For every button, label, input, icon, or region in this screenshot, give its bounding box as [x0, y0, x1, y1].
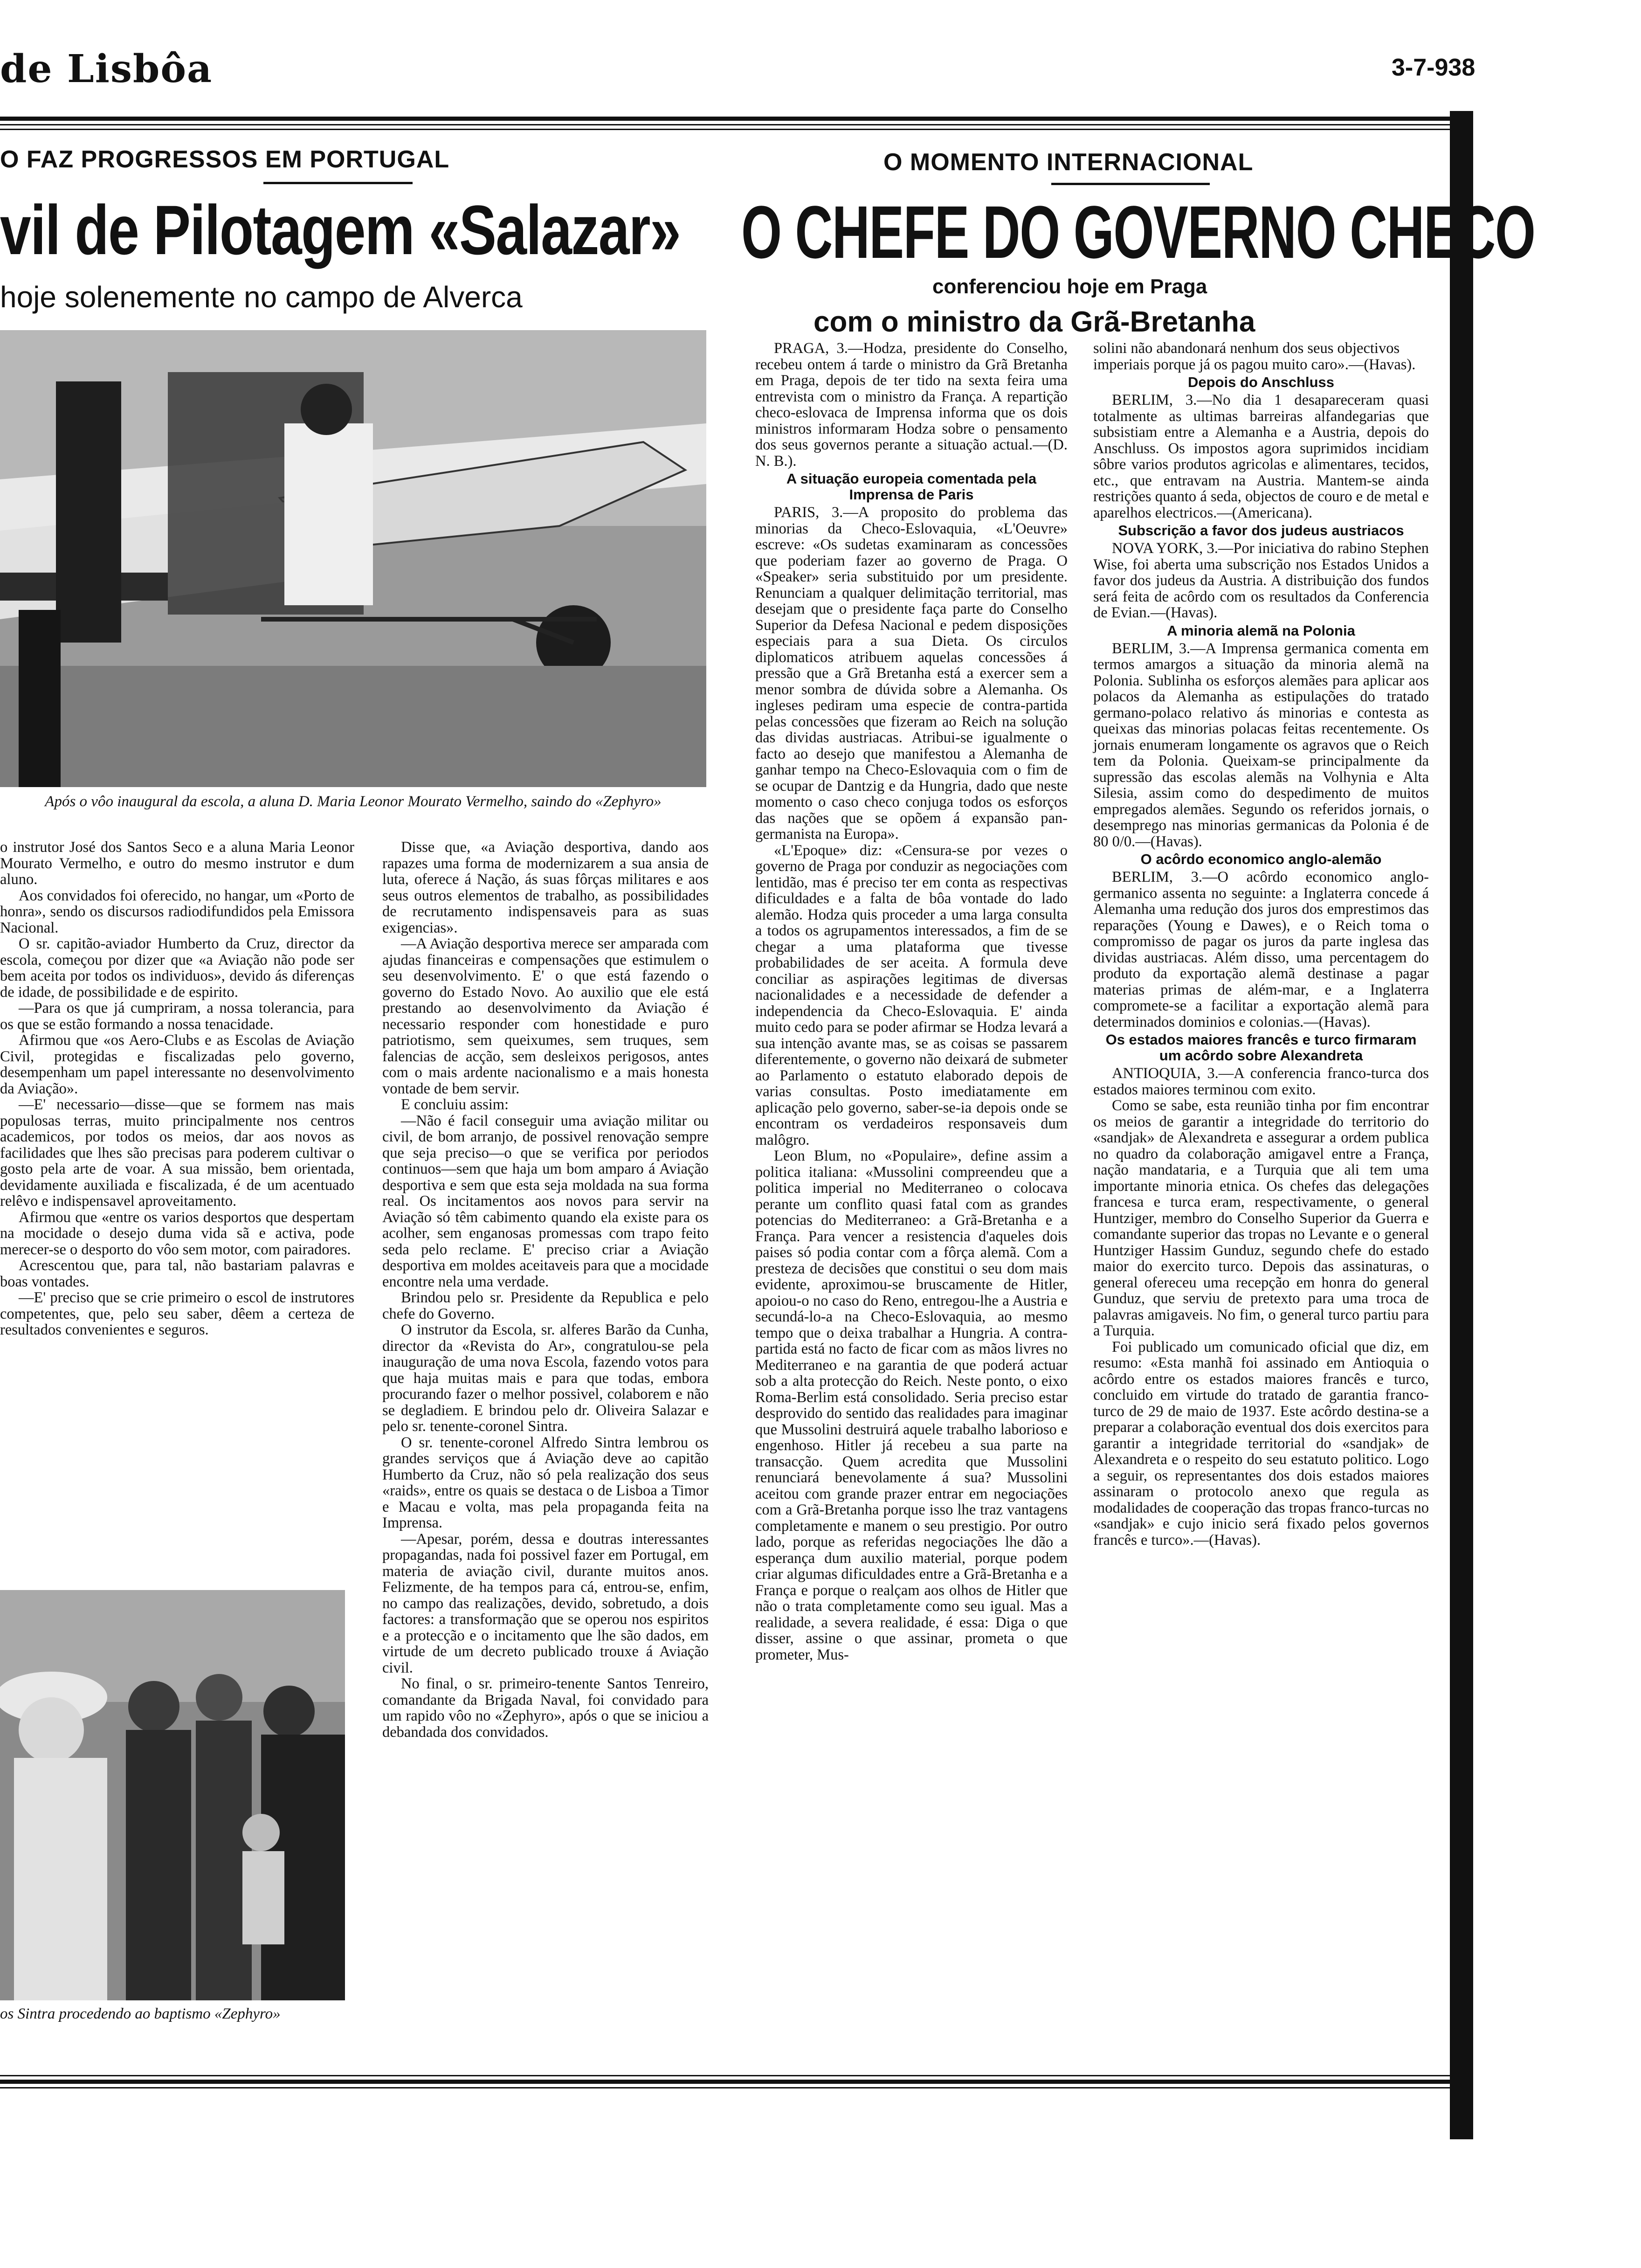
- subheading: A minoria alemã na Polonia: [1167, 622, 1355, 639]
- right-column-2: [1093, 340, 1429, 1548]
- paragraph: O sr. tenente-coronel Alfredo Sintra lembrou os grandes serviços que á Aviação deve ao capitão Humberto da Cruz, não só pela realização dos seus «raids», entre os quais se destaca o de Lisboa a Timor e Macau e volta, mas pela propaganda feita na Imprensa.: [382, 1434, 709, 1531]
- bottom-rule-thick: [0, 2080, 1462, 2084]
- left-subhead: hoje solenemente no campo de Alverca: [0, 280, 523, 314]
- paragraph: —Não é facil conseguir uma aviação militar ou civil, de bom arranjo, de possivel renovação sempre que seja preciso—o que se verifica por periodos continuos—sem que haja um bom amparo á Aviação desportiva e sem que esta seja moldada na sua forma real. Os incitamentos aos novos para servir na Aviação só têm cabimento quando ela existe para os acolher, sem enganosas promessas com trapo feito seda pelo reclame. E' preciso criar a Aviação desportiva em moldes aceitaveis para que a mocidade encontre nela uma verdade.: [382, 1112, 709, 1290]
- subheading: A situação europeia comentada pela Imprensa de Paris: [786, 470, 1037, 503]
- left-column-1: [0, 839, 354, 1338]
- paragraph: o instrutor José dos Santos Seco e a aluna Maria Leonor Mourato Vermelho, e outro do mesmo instrutor e dum aluno.: [0, 839, 354, 888]
- airplane-photo-illustration: [0, 330, 706, 787]
- paragraph: E concluiu assim:: [401, 1096, 509, 1113]
- airplane-photo: [0, 330, 706, 787]
- baptism-photo: [0, 1590, 345, 2000]
- paragraph: —Para os que já cumpriram, a nossa tolerancia, para os que se estão formando a nossa tenacidade.: [0, 1000, 354, 1033]
- paragraph: BERLIM, 3.—No dia 1 desapareceram quasi totalmente as ultimas barreiras alfandegarias que subsistiam entre a Alemanha e a Austria, depois do Anschluss. Os impostos agora suprimidos incidiam sôbre varios produtos agricolas e alimentares, tecidos, etc., que entravam na Austria. Mantem-se ainda restrições quanto á seda, objectos de couro e de metal e aparelhos electricos.—(Americana).: [1093, 392, 1429, 521]
- top-rule-thin: [0, 124, 1462, 125]
- paragraph: Afirmou que «os Aero-Clubs e as Escolas de Aviação Civil, protegidas e fiscalizadas pelo governo, desempenham um papel interessante no desenvolvimento da Aviação».: [0, 1032, 354, 1097]
- paragraph: «L'Epoque» diz: «Censura-se por vezes o governo de Praga por conduzir as negociações com lentidão, mas é preciso ter em conta as respectivas dificuldades e a falta de bôa vontade do lado alemão. Hodza quis proceder a uma larga consulta a todos os agrupamentos interessados, a fim de se chegar a uma plataforma que tivesse probabilidades de ser aceita. A formula deve conciliar as aspirações legitimas de diversas nacionalidades e a necessidade de defender a independencia da Checo-Eslovaquia. E' ainda muito cedo para se poder afirmar se Hodza levará a sua intenção avante mas, se as coisas se passarem diferentemente, o governo não deixará de submeter ao Parlamento o estatuto elaborado depois de varias consultas. Posto imediatamente em aplicação pelo governo, saber-se-ia depois onde se encontram os verdadeiros responsaveis dum malôgro.: [755, 842, 1068, 1148]
- paragraph: solini não abandonará nenhum dos seus objectivos imperiais porque já os pagou muito caro».—(Havas).: [1093, 340, 1416, 373]
- issue-date: 3-7-938: [1392, 54, 1476, 81]
- paragraph: Acrescentou que, para tal, não bastariam palavras e boas vontades.: [0, 1257, 354, 1290]
- bottom-rule-thin: [0, 2075, 1462, 2076]
- subheading: Os estados maiores francês e turco firmaram um acôrdo sobre Alexandreta: [1105, 1031, 1417, 1064]
- right-headline: O CHEFE DO GOVERNO CHECO: [741, 190, 1535, 274]
- right-column-1: [755, 340, 1068, 1663]
- paragraph: Aos convidados foi oferecido, no hangar, um «Porto de honra», sendo os discursos radiodifundidos pela Emissora Nacional.: [0, 887, 354, 936]
- paragraph: O sr. capitão-aviador Humberto da Cruz, director da escola, começou por dizer que «a Aviação não pode ser bem aceita por todos os individuos», devido ás diferenças de idade, de possibilidade e de espirito.: [0, 935, 354, 1001]
- baptism-photo-illustration: [0, 1590, 345, 2000]
- paragraph: —E' necessario—disse—que se formem nas mais populosas terras, muito principalmente nos centros academicos, por todos os meios, dar aos novos as facilidades que lhes são precisas para poderem cultivar o gosto pela arte de voar. A sua missão, bem orientada, devidamente auxiliada e fiscalizada, é de um acentuado relêvo e indispensavel aproveitamento.: [0, 1096, 354, 1210]
- page-edge-bar: [1450, 111, 1473, 2139]
- left-column-2: [382, 839, 709, 1740]
- right-kicker: O MOMENTO INTERNACIONAL: [883, 149, 1254, 176]
- baptism-photo-caption: os Sintra procedendo ao baptismo «Zephyro»: [0, 2005, 281, 2022]
- masthead: de Lisbôa: [0, 47, 213, 91]
- right-kicker-underline: [1051, 183, 1210, 185]
- subheading: Subscrição a favor dos judeus austriacos: [1118, 522, 1404, 539]
- subheading: O acôrdo economico anglo-alemão: [1140, 851, 1382, 867]
- paragraph: BERLIM, 3.—A Imprensa germanica comenta em termos amargos a situação da minoria alemã na Polonia. Sublinha os esforços alemães para aplicar aos polacos da Alemanha as estipulações do tratado germano-polaco relativo ás minorias e contesta as queixas das minorias polacas feitas recentemente. Os jornais enumeram longamente os agravos que o Reich tem da Polonia. Queixam-se principalmente da supressão das escolas alemãs na Volhynia e Alta Silesia, assim como do despedimento de muitos empregados alemães. Segundo os referidos jornais, o desemprego nas minorias germanicas da Polonia é de 80 0/0.—(Havas).: [1093, 640, 1429, 850]
- paragraph: Brindou pelo sr. Presidente da Republica e pelo chefe do Governo.: [382, 1289, 709, 1322]
- paragraph: Foi publicado um comunicado oficial que diz, em resumo: «Esta manhã foi assinado em Antioquia o acôrdo entre os estados maiores francês e turco, concluido em virtude do tratado de garantia franco-turco de 29 de maio de 1937. Este acôrdo destina-se a preparar a colaboração eventual dos dois exercitos para garantir a integridade territorial do «sandjak» de Alexandreta e o respeito do seu estatuto politico. Logo a seguir, os representantes dos dois estados maiores assinaram o protocolo anexo que regula as modalidades de cooperação das tropas franco-turcas no «sandjak» e cujo inicio será fixado pelos governos francês e turco».—(Havas).: [1093, 1338, 1429, 1549]
- paragraph: ANTIOQUIA, 3.—A conferencia franco-turca dos estados maiores terminou com exito.: [1093, 1065, 1429, 1098]
- subheading: Depois do Anschluss: [1187, 374, 1335, 390]
- airplane-photo-caption: Após o vôo inaugural da escola, a aluna D. Maria Leonor Mourato Vermelho, saindo do «Zephyro»: [45, 793, 662, 810]
- bottom-rule-thin-2: [0, 2087, 1462, 2088]
- paragraph: BERLIM, 3.—O acôrdo economico anglo-germanico assenta no seguinte: a Inglaterra concede á Alemanha uma redução dos juros dos emprestimos das reparações (Young e Dawes), e o Reich toma o compromisso de pagar os juros da parte inglesa das dividas austriacas. Além disso, uma percentagem do produto da exportação alemã destinase a pagar materias primas de além-mar, e a Inglaterra compromete-se a facilitar a exportação alemã para determinados dominios e colonias.—(Havas).: [1093, 869, 1429, 1030]
- paragraph: —A Aviação desportiva merece ser amparada com ajudas financeiras e compensações que estimulem o seu desenvolvimento. E' o que está fazendo o governo do Estado Novo. Ao auxilio que ele está prestando ao desenvolvimento da Aviação é necessario responder com honestidade e puro patriotismo, sem queixumes, sem truques, sem falencias de acção, sem desleixos perigosos, antes com o mais ardente nacionalismo e a mais honesta vontade de bem servir.: [382, 935, 709, 1097]
- right-deck-2: com o ministro da Grã-Bretanha: [814, 306, 1255, 338]
- left-kicker: O FAZ PROGRESSOS EM PORTUGAL: [0, 146, 450, 173]
- paragraph: —Apesar, porém, dessa e doutras interessantes propagandas, nada foi possivel fazer em Portugal, em materia de aviação civil, durante muitos anos. Felizmente, de ha tempos para cá, entrou-se, enfim, no campo das realizações, devido, sobretudo, a dois factores: a transformação que se operou nos espiritos e a protecção e o incitamento que lhe são dados, em virtude de um decreto publicado trouxe á Aviação civil.: [382, 1530, 709, 1676]
- paragraph: Afirmou que «entre os varios desportos que despertam na mocidade o desejo duma vida sã e activa, pode merecer-se o desporto do vôo sem motor, com pairadores.: [0, 1209, 354, 1258]
- paragraph: NOVA YORK, 3.—Por iniciativa do rabino Stephen Wise, foi aberta uma subscrição nos Estados Unidos a favor dos judeus da Austria. A distribuição dos fundos será feita de acôrdo com os resultados da Conferencia de Evian.—(Havas).: [1093, 540, 1429, 621]
- top-rule-thin-2: [0, 129, 1462, 130]
- left-kicker-underline: [263, 182, 413, 184]
- paragraph: PRAGA, 3.—Hodza, presidente do Conselho, recebeu ontem á tarde o ministro da Grã Bretanha em Praga, depois de ter tido na sexta feira uma entrevista com o ministro da França. A repartição checo-eslovaca de Imprensa informa que os dois ministros informaram Hodza sobre o pensamento dos seus governos perante a situação actual.—(D. N. B.).: [755, 340, 1068, 470]
- left-headline: vil de Pilotagem «Salazar»: [0, 191, 681, 269]
- paragraph: No final, o sr. primeiro-tenente Santos Tenreiro, comandante da Brigada Naval, foi convidado para um rapido vôo no «Zephyro», após o que se iniciou a debandada dos convidados.: [382, 1675, 709, 1741]
- paragraph: Como se sabe, esta reunião tinha por fim encontrar os meios de garantir a integridade do territorio do «sandjak» de Alexandreta e assegurar a ordem publica no quadro da colaboração amigavel entre a França, nação mandataria, e a Turquia que ali tem uma importante minoria etnica. Os chefes das delegações francesa e turca eram, respectivamente, o general Huntziger, membro do Conselho Superior da Guerra e comandante superior das tropas no Levante e o general Huntziger Hassim Gunduz, segundo chefe do estado maior do exercito turco. Depois das assinaturas, o general ofereceu uma recepção em honra do general Gunduz, que serviu de pretexto para uma troca de palavras amigaveis. No fim, o general turco partiu para a Turquia.: [1093, 1097, 1429, 1339]
- paragraph: Leon Blum, no «Populaire», define assim a politica italiana: «Mussolini compreendeu que a politica imperial no Mediterraneo o colocava perante um conflito quasi fatal com as grandes potencias do Mediterraneo: a Grã-Bretanha e a França. Para vencer a resistencia d'aqueles dois paises só podia contar com a fôrça alemã. Com a presteza de decisões que constitui o seu dom mais evidente, aproximou-se bruscamente de Hitler, apoiou-o no caso do Reno, entregou-lhe a Austria e secundá-lo-a na Checo-Eslovaquia, ao mesmo tempo que o deixa trabalhar a Hungria. A contra-partida está no facto de ficar com as mãos livres no Mediterraneo e na garantia de que poderá actuar sob a alta protecção do Reich. Neste ponto, o eixo Roma-Berlim está consolidado. Seria preciso estar desprovido do sentido das realidades para imaginar que Mussolini destruirá aquele trabalho laborioso e engenhoso. Hitler já recebeu a sua parte na transacção. Quem acredita que Mussolini renunciará benevolamente á sua? Mussolini aceitou com grande prazer entrar em negociações com a Grã-Bretanha porque isso lhe traz vantagens completamente e manem o seu prestigio. Por outro lado, porque as referidas negociações lhe dão a esperança dum auxilio material, porque podem criar algumas dificuldades entre a Grã-Bretanha e a França e porque o realçam aos olhos de Hitler que não o trata completamente como seu igual. Mas a realidade, a severa realidade, é essa: Diga o que disser, assine o que assinar, prometa o que prometer, Mus-: [755, 1148, 1068, 1663]
- right-deck-1: conferenciou hoje em Praga: [932, 275, 1207, 298]
- top-rule-thick: [0, 117, 1462, 121]
- paragraph: —E' preciso que se crie primeiro o escol de instrutores competentes, que, pelo seu saber, dêem a certeza de resultados convenientes e seguros.: [0, 1289, 354, 1338]
- paragraph: O instrutor da Escola, sr. alferes Barão da Cunha, director da «Revista do Ar», congratulou-se pela inauguração de uma nova Escola, fazendo votos para que haja muitas mais e para que todas, embora procurando fazer o melhor possivel, colaborem e não se degladiem. E brindou pelo dr. Oliveira Salazar e pelo sr. tenente-coronel Sintra.: [382, 1321, 709, 1435]
- paragraph: Disse que, «a Aviação desportiva, dando aos rapazes uma forma de modernizarem a sua ansia de luta, oferece á Nação, ás suas fôrças militares e aos seus outros elementos de trabalho, as possibilidades de recrutamento indispensaveis para as suas exigencias».: [382, 839, 709, 936]
- paragraph: PARIS, 3.—A proposito do problema das minorias da Checo-Eslovaquia, «L'Oeuvre» escreve: «Os sudetas examinaram as concessões que poderiam fazer ao governo de Praga. O «Speaker» seria substituido por um presidente. Renunciam a qualquer delimitação territorial, mas desejam que o presidente faça parte do Conselho Superior da Defesa Nacional e pedem disposições especiais para a sua Dieta. Os circulos diplomaticos atribuem aquelas concessões á pressão que a Grã Bretanha está a exercer sem a menor sombra de dúvida sobre a Alemanha. Os ingleses pediram uma especie de contra-partida pelas concessões que fizeram ao Reich na solução das dividas austriacas. Atribui-se igualmente o facto ao desejo que manifestou a Alemanha de ganhar tempo na Checo-Eslovaquia com o fim de se ocupar de Dantzig e da Hungria, dado que neste momento o caso checo conjuga todos os esforços das nações que se opõem á expansão pan-germanista na Europa».: [755, 504, 1068, 843]
